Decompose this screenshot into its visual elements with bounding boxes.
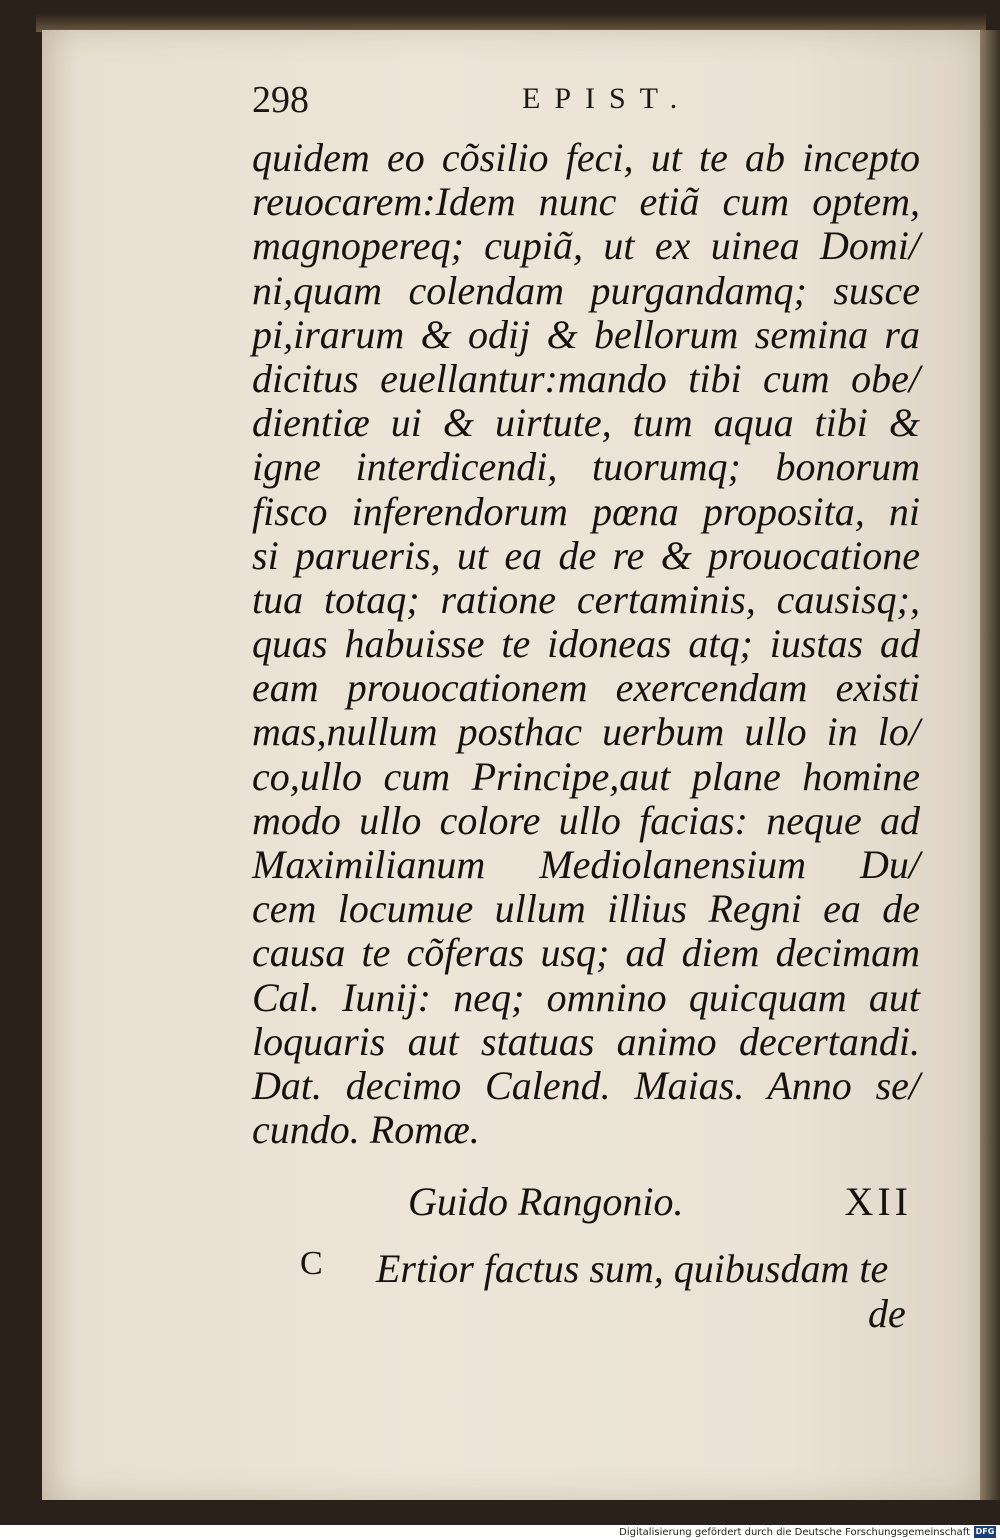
text-line: si parueris, ut ea de re & prouocatione [252,532,920,578]
footer-bar [0,1525,1000,1540]
text-line: magnopereq; cupiã, ut ex uinea Domi/ [252,223,920,269]
catchword: de [868,1291,906,1336]
text-line: cundo. Romæ. [252,1107,480,1153]
text-line: quas habuisse te idoneas atq; iustas ad [252,621,920,667]
text-line: igne interdicendi, tuorumq; bonorum [252,444,920,490]
page-edge [980,30,1000,1500]
text-line: modo ullo colore ullo facias: neque ad [252,797,920,843]
text-line: loquaris aut statuas animo decertandi. [252,1018,920,1064]
letter-number: XII [844,1179,912,1224]
text-line: reuocarem:Idem nunc etiã cum optem, [252,179,920,225]
text-line: co,ullo cum Principe,aut plane homine [252,753,920,799]
next-letter-opening [300,1245,920,1295]
text-line: Cal. Iunij: neq; omnino quicquam aut [252,974,920,1020]
text-line: Dat. decimo Calend. Maias. Anno se/ [252,1062,920,1108]
text-line: ni,quam colendam purgandamq; susce [252,267,920,313]
text-line: tua totaq; ratione certaminis, causisq;, [252,576,920,622]
next-letter-first-line: Ertior factus sum, quibusdam te [376,1246,889,1291]
text-line: quidem eo cõsilio feci, ut te ab incepto [252,135,920,180]
text-line: mas,nullum posthac uerbum ullo in lo/ [252,709,920,755]
text-line: pi,irarum & odij & bellorum semina ra [252,311,920,357]
recipient-name: Guido Rangonio. [408,1179,684,1224]
text-line: dientiæ ui & uirtute, tum aqua tibi & [252,400,920,446]
text-line: cem locumue ullum illius Regni ea de [252,886,920,932]
text-line: eam prouocationem exercendam existi [252,665,920,711]
running-head: EPIST. [522,82,692,115]
initial-letter: C [300,1245,323,1282]
text-line: fisco inferendorum pœna proposita, ni [252,488,920,534]
dfg-logo: DFG [975,1527,995,1536]
funding-credit: Digitalisierung gefördert durch die Deutsche Forschungsgemeinschaft [619,1527,970,1538]
text-line: causa te cõferas usq; ad diem decimam [252,930,920,976]
text-line: dicitus euellantur:mando tibi cum obe/ [252,355,920,401]
page-header [252,78,912,128]
page-number: 298 [252,79,309,121]
letter-body [252,136,920,1152]
text-line: Maximilianum Mediolanensium Du/ [252,842,920,887]
next-letter-heading [252,1178,920,1228]
